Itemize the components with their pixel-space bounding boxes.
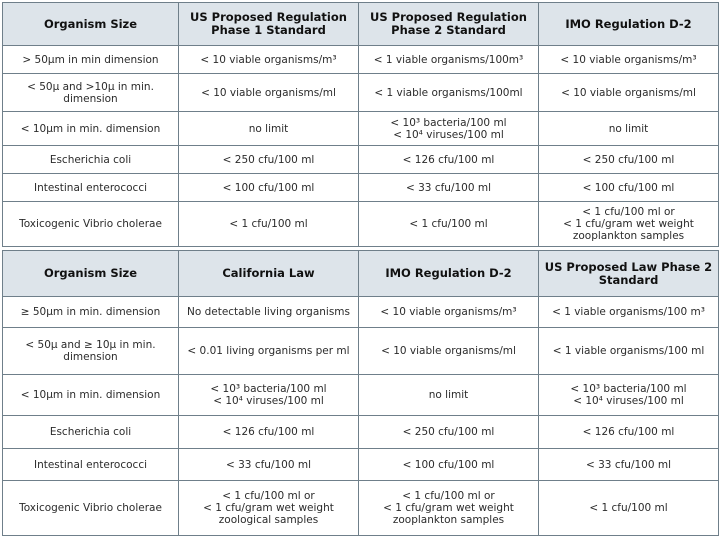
column-header: US Proposed Law Phase 2 Standard	[539, 251, 719, 297]
standard-cell: < 1 cfu/100 ml	[179, 202, 359, 247]
table-row	[3, 174, 719, 202]
table-row	[3, 74, 719, 112]
standard-cell: < 33 cfu/100 ml	[539, 449, 719, 481]
standard-cell	[539, 375, 719, 416]
cell-text-line: zooplankton samples	[392, 514, 505, 526]
column-header: US Proposed Regulation Phase 1 Standard	[179, 3, 359, 46]
standard-cell: < 250 cfu/100 ml	[539, 146, 719, 174]
table-row	[3, 449, 719, 481]
standard-cell: < 250 cfu/100 ml	[179, 146, 359, 174]
standard-cell: < 10 viable organisms/m³	[359, 297, 539, 328]
standard-cell: no limit	[359, 375, 539, 416]
standard-cell: < 250 cfu/100 ml	[359, 416, 539, 449]
standard-cell: < 10 viable organisms/ml	[179, 74, 359, 112]
column-header: US Proposed Regulation Phase 2 Standard	[359, 3, 539, 46]
organism-size-cell: < 10µm in min. dimension	[3, 375, 179, 416]
standard-cell: < 33 cfu/100 ml	[179, 449, 359, 481]
cell-text-line: < 10⁴ viruses/100 ml	[213, 395, 324, 407]
cell-text-line: < 10³ bacteria/100 ml	[210, 383, 327, 395]
table-row	[3, 328, 719, 375]
table-row	[3, 146, 719, 174]
header-row	[3, 251, 719, 297]
cell-text-line: < 1 cfu/100 ml or	[402, 490, 495, 502]
organism-size-cell: Intestinal enterococci	[3, 174, 179, 202]
organism-size-cell: < 50µ and ≥ 10µ in min. dimension	[3, 328, 179, 375]
regulations-table-1	[2, 2, 719, 247]
standard-cell: < 33 cfu/100 ml	[359, 174, 539, 202]
regulations-table-2	[2, 250, 719, 536]
cell-text-line: < 10⁴ viruses/100 ml	[573, 395, 684, 407]
organism-size-cell: < 50µ and >10µ in min. dimension	[3, 74, 179, 112]
table-row	[3, 112, 719, 146]
standard-cell: < 126 cfu/100 ml	[179, 416, 359, 449]
cell-text-line: < 1 cfu/100 ml or	[582, 206, 675, 218]
standard-cell: < 1 viable organisms/100 m³	[539, 297, 719, 328]
header-row	[3, 3, 719, 46]
cell-text-line: < 10³ bacteria/100 ml	[390, 116, 507, 129]
cell-text-line: zoological samples	[218, 514, 319, 526]
standard-cell: < 10 viable organisms/m³	[179, 46, 359, 74]
standard-cell: < 10 viable organisms/ml	[539, 74, 719, 112]
organism-size-cell: < 10µm in min. dimension	[3, 112, 179, 146]
standard-cell: < 0.01 living organisms per ml	[179, 328, 359, 375]
standard-cell: No detectable living organisms	[179, 297, 359, 328]
standard-cell: < 1 cfu/100 ml	[539, 481, 719, 536]
standard-cell: < 1 viable organisms/100 ml	[539, 328, 719, 375]
table-row	[3, 481, 719, 536]
standard-cell	[359, 112, 539, 146]
standard-cell: < 100 cfu/100 ml	[539, 174, 719, 202]
column-header: IMO Regulation D-2	[359, 251, 539, 297]
standard-cell: no limit	[539, 112, 719, 146]
cell-text-line: < 1 cfu/gram wet weight	[383, 502, 514, 514]
cell-text-line: < 10⁴ viruses/100 ml	[393, 128, 504, 141]
column-header: California Law	[179, 251, 359, 297]
standard-cell: < 126 cfu/100 ml	[359, 146, 539, 174]
standard-cell	[179, 481, 359, 536]
cell-text-line: zooplankton samples	[572, 230, 685, 242]
table-row	[3, 416, 719, 449]
standard-cell: no limit	[179, 112, 359, 146]
table-row	[3, 375, 719, 416]
standard-cell: < 100 cfu/100 ml	[179, 174, 359, 202]
organism-size-cell: Escherichia coli	[3, 146, 179, 174]
standard-cell: < 100 cfu/100 ml	[359, 449, 539, 481]
column-header: Organism Size	[3, 3, 179, 46]
cell-text-line: < 1 cfu/gram wet weight	[203, 502, 334, 514]
standard-cell: < 10 viable organisms/m³	[539, 46, 719, 74]
organism-size-cell: ≥ 50µm in min. dimension	[3, 297, 179, 328]
column-header: IMO Regulation D-2	[539, 3, 719, 46]
organism-size-cell: Escherichia coli	[3, 416, 179, 449]
cell-text-line: < 10³ bacteria/100 ml	[570, 383, 687, 395]
standard-cell	[179, 375, 359, 416]
standard-cell: < 126 cfu/100 ml	[539, 416, 719, 449]
standard-cell: < 1 cfu/100 ml	[359, 202, 539, 247]
standard-cell	[359, 481, 539, 536]
column-header: Organism Size	[3, 251, 179, 297]
organism-size-cell: Intestinal enterococci	[3, 449, 179, 481]
organism-size-cell: Toxicogenic Vibrio cholerae	[3, 202, 179, 247]
cell-text-line: < 1 cfu/100 ml or	[222, 490, 315, 502]
standard-cell: < 1 viable organisms/100ml	[359, 74, 539, 112]
standard-cell: < 10 viable organisms/ml	[359, 328, 539, 375]
standard-cell: < 1 viable organisms/100m³	[359, 46, 539, 74]
table-row	[3, 46, 719, 74]
table-row	[3, 202, 719, 247]
cell-text-line: < 1 cfu/gram wet weight	[563, 218, 694, 230]
organism-size-cell: Toxicogenic Vibrio cholerae	[3, 481, 179, 536]
table-row	[3, 297, 719, 328]
standard-cell	[539, 202, 719, 247]
organism-size-cell: > 50µm in min dimension	[3, 46, 179, 74]
